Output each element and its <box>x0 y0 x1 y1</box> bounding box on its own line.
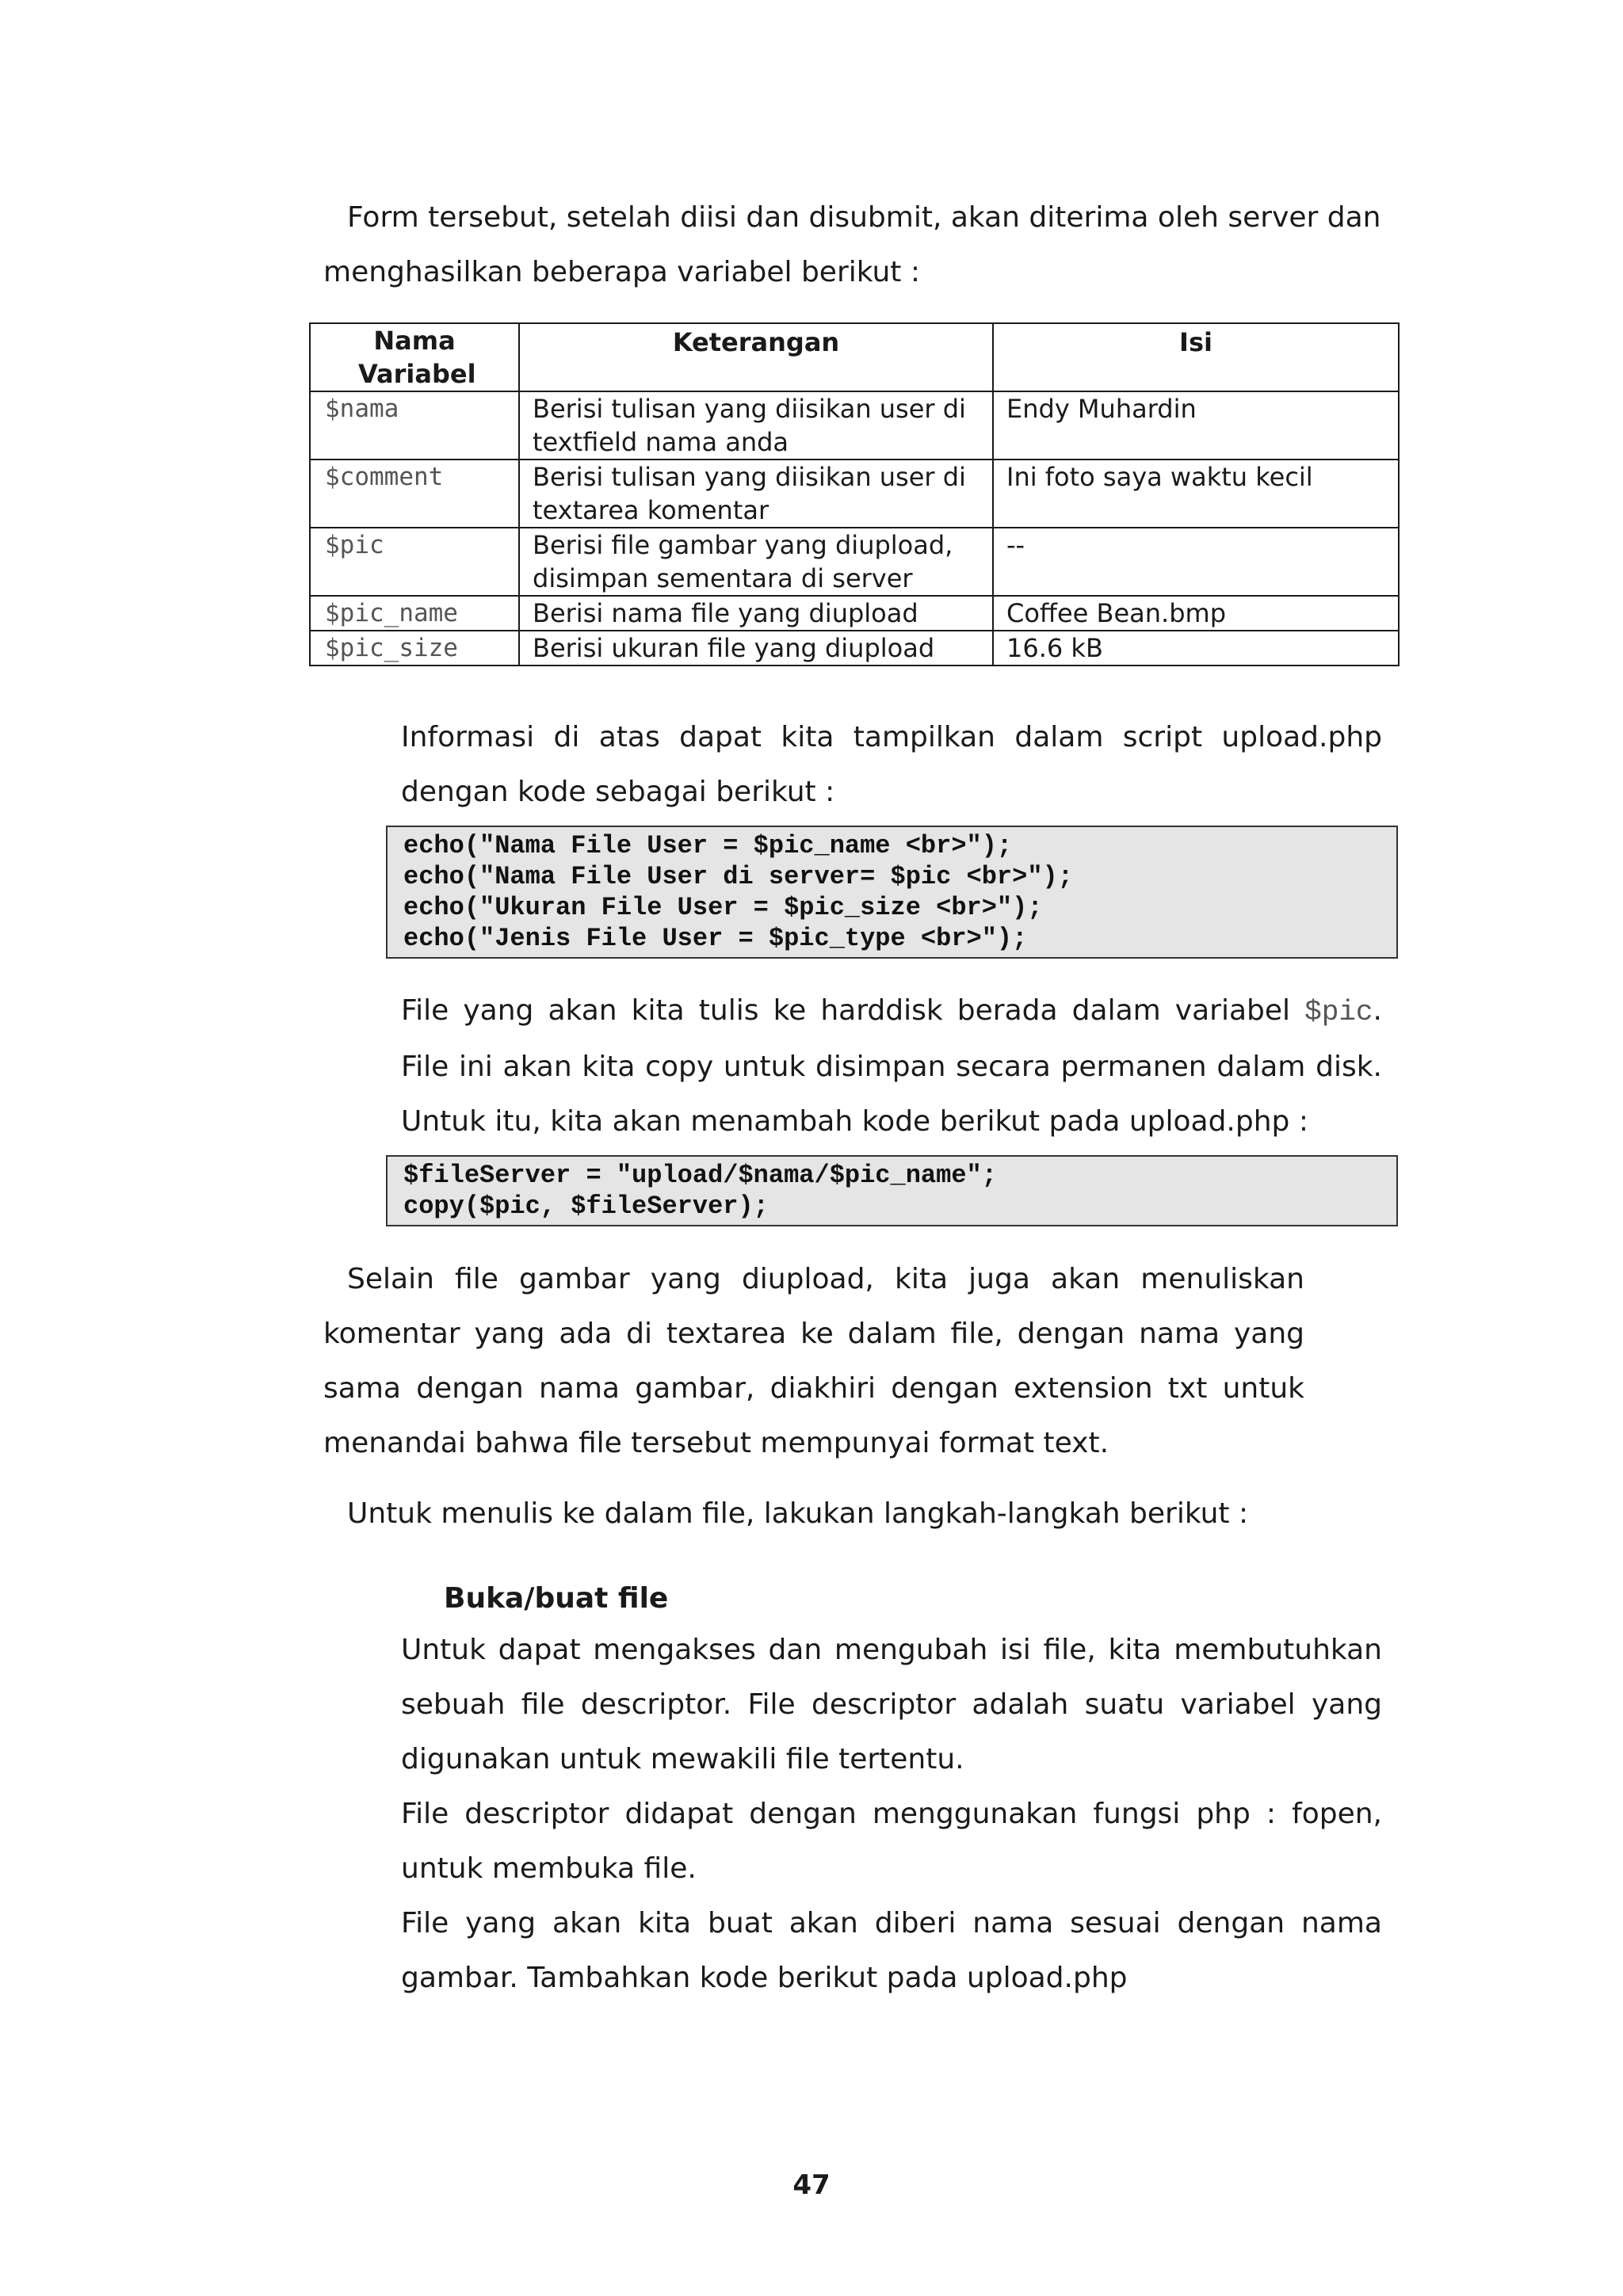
variable-value: Coffee Bean.bmp <box>993 596 1399 631</box>
variable-value: 16.6 kB <box>993 631 1399 666</box>
akses-paragraph: Untuk dapat mengakses dan mengubah isi file, kita membutuhkan sebuah file descriptor. File descriptor adalah suatu variabel yang digunakan untuk mewakili file tertentu. <box>401 1634 1382 1775</box>
code-line: echo("Ukuran File User = $pic_size <br>"); <box>403 893 1043 922</box>
column-header: Nama Variabel <box>310 323 519 391</box>
variable-table <box>309 322 1400 666</box>
variable-name: $pic_size <box>310 631 519 666</box>
variable-description: Berisi file gambar yang diupload, disimpan sementara di server <box>519 528 993 596</box>
section-heading: Buka/buat file <box>444 1582 669 1615</box>
code-block-echo <box>386 826 1398 959</box>
code-line: echo("Nama File User di server= $pic <br>"); <box>403 862 1073 891</box>
code-line: echo("Nama File User = $pic_name <br>"); <box>403 831 1013 860</box>
table-row <box>310 528 1399 596</box>
code-block-copy <box>386 1155 1398 1226</box>
table-row <box>310 460 1399 528</box>
variable-name: $pic <box>310 528 519 596</box>
fopen-paragraph: File descriptor didapat dengan menggunakan fungsi php : fopen, untuk membuka file. <box>401 1798 1382 1885</box>
table-header-row <box>310 323 1399 391</box>
variable-description: Berisi tulisan yang diisikan user di textfield nama anda <box>519 391 993 460</box>
intro-line-2: menghasilkan beberapa variabel berikut : <box>323 256 920 288</box>
table-row <box>310 596 1399 631</box>
variable-value: Ini foto saya waktu kecil <box>993 460 1399 528</box>
code-line: echo("Jenis File User = $pic_type <br>"); <box>403 924 1028 953</box>
intro-line-1: Form tersebut, setelah diisi dan disubmit, akan diterima oleh server dan <box>347 201 1381 234</box>
variable-description: Berisi tulisan yang diisikan user di textarea komentar <box>519 460 993 528</box>
column-header: Keterangan <box>519 323 993 391</box>
variable-value: Endy Muhardin <box>993 391 1399 460</box>
file-paragraph-text-cont: . File ini akan kita copy untuk disimpan secara permanen dalam disk. Untuk itu, kita akan menambah kode berikut pada upload.php : <box>401 994 1382 1138</box>
info-paragraph: Informasi di atas dapat kita tampilkan dalam script upload.php dengan kode sebagai berikut : <box>401 721 1382 808</box>
table-row <box>310 391 1399 460</box>
tambah-paragraph: File yang akan kita buat akan diberi nama sesuai dengan nama gambar. Tambahkan kode berikut pada upload.php <box>401 1907 1382 1994</box>
variable-value: -- <box>993 528 1399 596</box>
variable-name: $comment <box>310 460 519 528</box>
page-number: 47 <box>792 2169 831 2201</box>
column-header: Isi <box>993 323 1399 391</box>
table-row <box>310 631 1399 666</box>
inline-code-pic: $pic <box>1304 996 1373 1028</box>
untuk-paragraph: Untuk menulis ke dalam file, lakukan langkah-langkah berikut : <box>347 1497 1249 1530</box>
variable-description: Berisi nama file yang diupload <box>519 596 993 631</box>
file-paragraph <box>401 983 1382 1149</box>
variable-description: Berisi ukuran file yang diupload <box>519 631 993 666</box>
code-line: copy($pic, $fileServer); <box>403 1192 769 1221</box>
variable-name: $nama <box>310 391 519 460</box>
selain-paragraph: Selain file gambar yang diupload, kita juga akan menuliskan komentar yang ada di textarea ke dalam file, dengan nama yang sama dengan nama gambar, diakhiri dengan extension txt untuk menandai bahwa file tersebut mempunyai format text. <box>323 1263 1304 1459</box>
file-paragraph-text: File yang akan kita tulis ke harddisk berada dalam variabel <box>401 994 1305 1027</box>
variable-name: $pic_name <box>310 596 519 631</box>
code-line: $fileServer = "upload/$nama/$pic_name"; <box>403 1161 997 1190</box>
